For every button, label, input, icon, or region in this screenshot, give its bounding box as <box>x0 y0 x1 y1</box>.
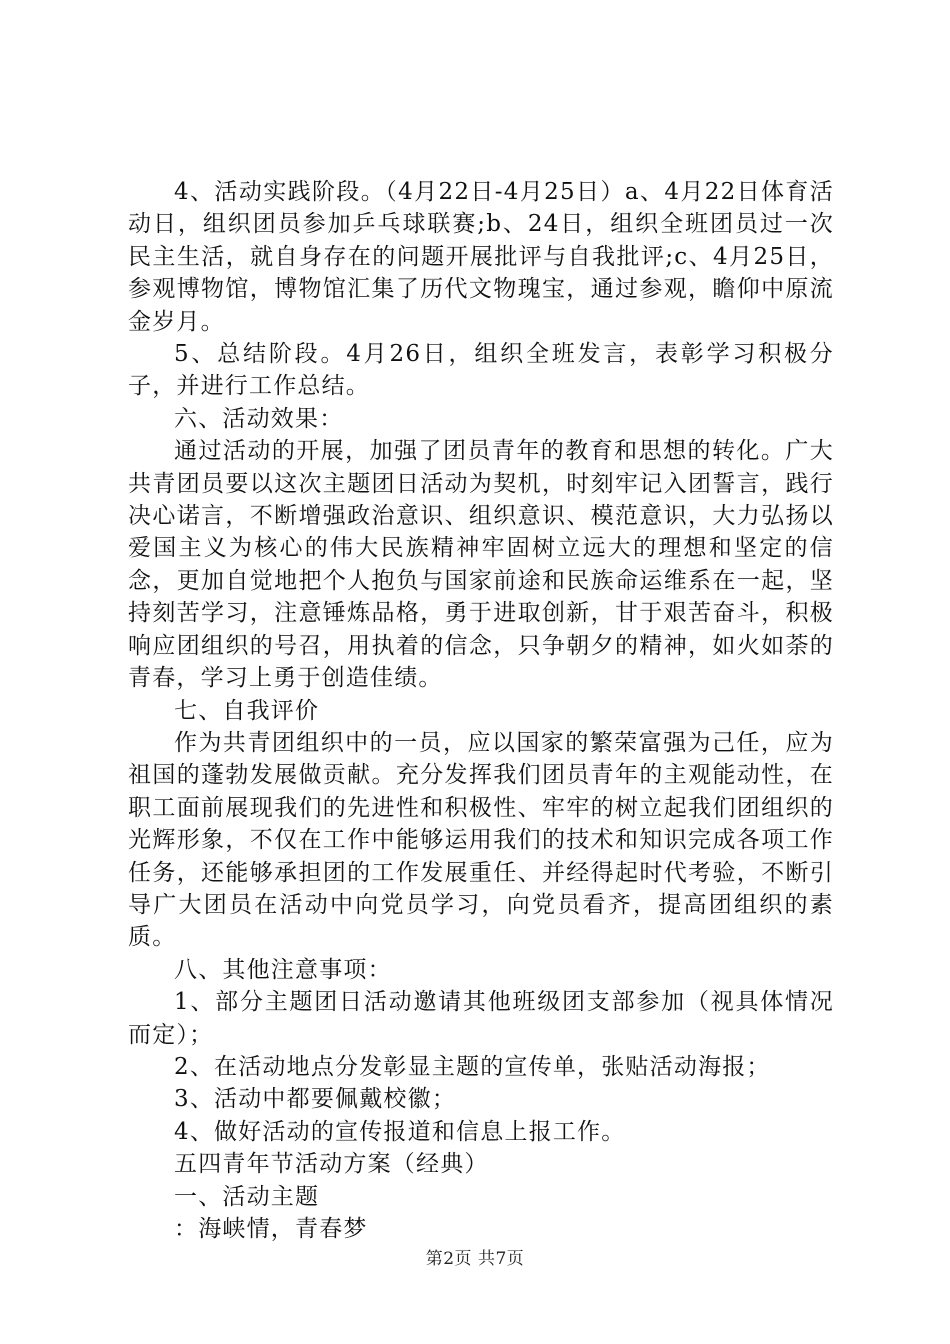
heading-other-notes: 八、其他注意事项： <box>174 956 392 983</box>
list-item-note-2: 2、在活动地点分发彰显主题的宣传单，张贴活动海报； <box>174 1053 771 1080</box>
list-item-note-4: 4、做好活动的宣传报道和信息上报工作。 <box>174 1118 626 1145</box>
paragraph-activity-effect: 通过活动的开展，加强了团员青年的教育和思想的转化。广大共青团员要以这次主题团日活动为契机，时刻牢记入团誓言，践行决心诺言，不断增强政治意识、组织意识、模范意识，大力弘扬以爱国主义为核心的伟大民族精神牢固树立远大的理想和坚定的信念，更加自觉地把个人抱负与国家前途和民族命运维系在一起，坚持刻苦学习，注意锤炼品格，勇于进取创新，甘于艰苦奋斗，积极响应团组织的号召，用执着的信念，只争朝夕的精神，如火如荼的青春，学习上勇于创造佳绩。 <box>128 438 834 692</box>
heading-self-evaluation: 七、自我评价 <box>174 697 320 724</box>
heading-activity-effect: 六、活动效果： <box>174 405 344 432</box>
document-body <box>128 176 834 1245</box>
paragraph-activity-practice: 4、活动实践阶段。（4月22日-4月25日）a、4月22日体育活动日，组织团员参加乒乓球联赛;b、24日，组织全班团员过一次民主生活，就自身存在的问题开展批评与自我批评;c、4月25日，参观博物馆，博物馆汇集了历代文物瑰宝，通过参观，瞻仰中原流金岁月。 <box>128 179 834 335</box>
paragraph-self-evaluation: 作为共青团组织中的一员，应以国家的繁荣富强为己任，应为祖国的蓬勃发展做贡献。充分发挥我们团员青年的主观能动性，在职工面前展现我们的先进性和积极性、牢牢的树立起我们团组织的光辉形象，不仅在工作中能够运用我们的技术和知识完成各项工作任务，还能够承担团的工作发展重任、并经得起时代考验，不断引导广大团员在活动中向党员学习，向党员看齐，提高团组织的素质。 <box>128 729 834 951</box>
list-item-note-3: 3、活动中都要佩戴校徽； <box>174 1086 457 1113</box>
heading-plan-title: 五四青年节活动方案（经典） <box>174 1151 489 1178</box>
list-item-note-1: 1、部分主题团日活动邀请其他班级团支部参加（视具体情况而定）； <box>128 989 834 1048</box>
heading-activity-theme: 一、活动主题 <box>174 1183 320 1210</box>
paragraph-theme-value: ：海峡情，青春梦 <box>174 1216 368 1242</box>
page-footer: 第2页 共7页 <box>425 1249 525 1269</box>
paragraph-summary-stage: 5、总结阶段。4月26日，组织全班发言，表彰学习积极分子，并进行工作总结。 <box>128 341 834 400</box>
